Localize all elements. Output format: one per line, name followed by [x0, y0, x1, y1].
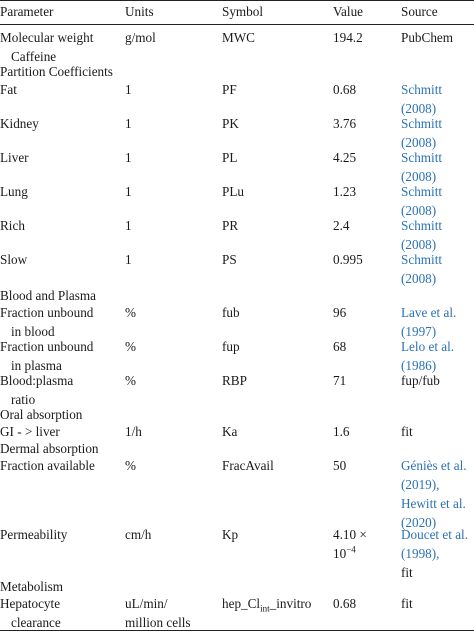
- section-label: Partition Coefficients: [0, 64, 113, 79]
- value-cell: 50: [333, 458, 347, 473]
- symbol-cell: fub: [222, 305, 240, 320]
- value-cell: 68: [333, 339, 347, 354]
- source-link[interactable]: (1998),: [401, 546, 440, 561]
- symbol-cell: PS: [222, 252, 237, 267]
- units-cell: %: [125, 373, 136, 388]
- symbol-subscript: int: [260, 603, 270, 614]
- header-source: Source: [401, 4, 438, 19]
- source-cell: fit: [401, 596, 413, 611]
- value-cell: 0.995: [333, 252, 363, 267]
- header-units: Units: [125, 4, 154, 19]
- symbol-cell: PF: [222, 82, 237, 97]
- parameter-cell: Fraction available: [0, 458, 95, 473]
- symbol-cell: MWC: [222, 30, 255, 45]
- source-line: Schmitt: [401, 116, 443, 131]
- value-cell: 4.25: [333, 150, 357, 165]
- source-link[interactable]: [401, 80, 442, 118]
- source-cell: PubChem: [401, 30, 454, 45]
- value-cell: 1.23: [333, 184, 357, 199]
- parameter-cell: Fat: [0, 82, 17, 97]
- source-line: (2008): [401, 135, 437, 150]
- source-cell: fup/fub: [401, 373, 440, 388]
- parameter-line: in plasma: [11, 358, 62, 373]
- parameter-cell: Lung: [0, 184, 28, 199]
- units-cell: cm/h: [125, 527, 152, 542]
- source-line: (1986): [401, 358, 437, 373]
- source-line: Schmitt: [401, 82, 443, 97]
- section-label: Blood and Plasma: [0, 288, 96, 303]
- source-link[interactable]: [401, 250, 442, 288]
- units-cell: 1/h: [125, 424, 142, 439]
- header-rule: [0, 24, 474, 25]
- source-line: (2008): [401, 101, 437, 116]
- source-cell: fit: [401, 424, 413, 439]
- source-line: Schmitt: [401, 150, 443, 165]
- symbol-cell: PL: [222, 150, 238, 165]
- parameter-cell: [0, 594, 61, 632]
- source-line: Géniès et al.: [401, 458, 467, 473]
- parameter-line: ratio: [11, 392, 36, 407]
- units-cell: %: [125, 305, 136, 320]
- symbol-cell: PR: [222, 218, 239, 233]
- value-cell: 0.68: [333, 596, 357, 611]
- value-exponent: −4: [346, 544, 356, 555]
- section-label: Metabolism: [0, 579, 64, 594]
- symbol-cell: fup: [222, 339, 240, 354]
- symbol-cell: Ka: [222, 424, 238, 439]
- source-line: (2008): [401, 169, 437, 184]
- value-cell: 96: [333, 305, 347, 320]
- source-line: (2008): [401, 271, 437, 286]
- source-link[interactable]: [401, 114, 442, 152]
- parameter-cell: GI - > liver: [0, 424, 60, 439]
- value-cell: 3.76: [333, 116, 357, 131]
- source-link[interactable]: [401, 303, 456, 341]
- source-link[interactable]: [401, 456, 467, 532]
- source-line: Schmitt: [401, 218, 443, 233]
- source-line: (2019),: [401, 477, 440, 492]
- parameter-cell: [0, 303, 93, 341]
- source-line: (2008): [401, 203, 437, 218]
- source-line: Hewitt et al.: [401, 496, 466, 511]
- units-cell: 1: [125, 82, 132, 97]
- parameter-line: in blood: [11, 324, 55, 339]
- header-symbol: Symbol: [222, 4, 264, 19]
- value-cell: 194.2: [333, 30, 363, 45]
- value-cell: 2.4: [333, 218, 350, 233]
- source-line: (2020): [401, 515, 437, 530]
- units-line: million cells: [125, 615, 191, 630]
- parameter-cell: Permeability: [0, 527, 68, 542]
- units-cell: 1: [125, 184, 132, 199]
- parameter-line: Fraction unbound: [0, 339, 94, 354]
- symbol-prefix: hep_Cl: [222, 596, 261, 611]
- symbol-suffix: _invitro: [269, 596, 312, 611]
- source-line: fit: [401, 565, 413, 580]
- parameter-line: Hepatocyte: [0, 596, 61, 611]
- units-cell: 1: [125, 218, 132, 233]
- source-link[interactable]: [401, 216, 442, 254]
- symbol-cell: PK: [222, 116, 239, 131]
- units-cell: 1: [125, 252, 132, 267]
- value-cell: 1.6: [333, 424, 350, 439]
- symbol-cell: FracAvail: [222, 458, 274, 473]
- source-line: Lave et al.: [401, 305, 457, 320]
- parameter-cell: Rich: [0, 218, 25, 233]
- units-cell: [125, 594, 191, 632]
- symbol-cell: [222, 594, 311, 613]
- parameter-cell: Liver: [0, 150, 29, 165]
- symbol-cell: Kp: [222, 527, 239, 542]
- header-value: Value: [333, 4, 364, 19]
- top-rule: [0, 0, 474, 1]
- source-cell: [401, 525, 468, 582]
- parameter-line: Molecular weight: [0, 30, 94, 45]
- source-link[interactable]: Doucet et al.: [401, 527, 469, 542]
- units-cell: %: [125, 458, 136, 473]
- header-parameter: Parameter: [0, 4, 54, 19]
- parameter-line: clearance: [11, 615, 61, 630]
- section-label: Oral absorption: [0, 407, 83, 422]
- units-cell: 1: [125, 150, 132, 165]
- value-cell: 71: [333, 373, 347, 388]
- section-label: Dermal absorption: [0, 441, 99, 456]
- units-cell: g/mol: [125, 30, 156, 45]
- parameter-cell: Slow: [0, 252, 28, 267]
- source-link[interactable]: [401, 148, 442, 186]
- source-line: Schmitt: [401, 184, 443, 199]
- units-cell: 1: [125, 116, 132, 131]
- parameter-cell: [0, 337, 93, 375]
- source-line: (1997): [401, 324, 437, 339]
- value-mantissa: 4.10 ×: [333, 527, 367, 542]
- units-line: uL/min/: [125, 596, 168, 611]
- value-cell: 0.68: [333, 82, 357, 97]
- source-link[interactable]: [401, 337, 454, 375]
- value-base: 10: [333, 546, 347, 561]
- parameter-cell: [0, 28, 93, 66]
- symbol-cell: PLu: [222, 184, 244, 199]
- units-cell: %: [125, 339, 136, 354]
- source-line: Schmitt: [401, 252, 443, 267]
- value-cell: [333, 525, 367, 563]
- source-line: Lelo et al.: [401, 339, 455, 354]
- source-link[interactable]: [401, 182, 442, 220]
- parameter-line: Fraction unbound: [0, 305, 94, 320]
- symbol-cell: RBP: [222, 373, 247, 388]
- source-line: (2008): [401, 237, 437, 252]
- parameter-line: Caffeine: [11, 49, 57, 64]
- parameter-line: Blood:plasma: [0, 373, 74, 388]
- parameter-cell: [0, 371, 73, 409]
- parameter-cell: Kidney: [0, 116, 39, 131]
